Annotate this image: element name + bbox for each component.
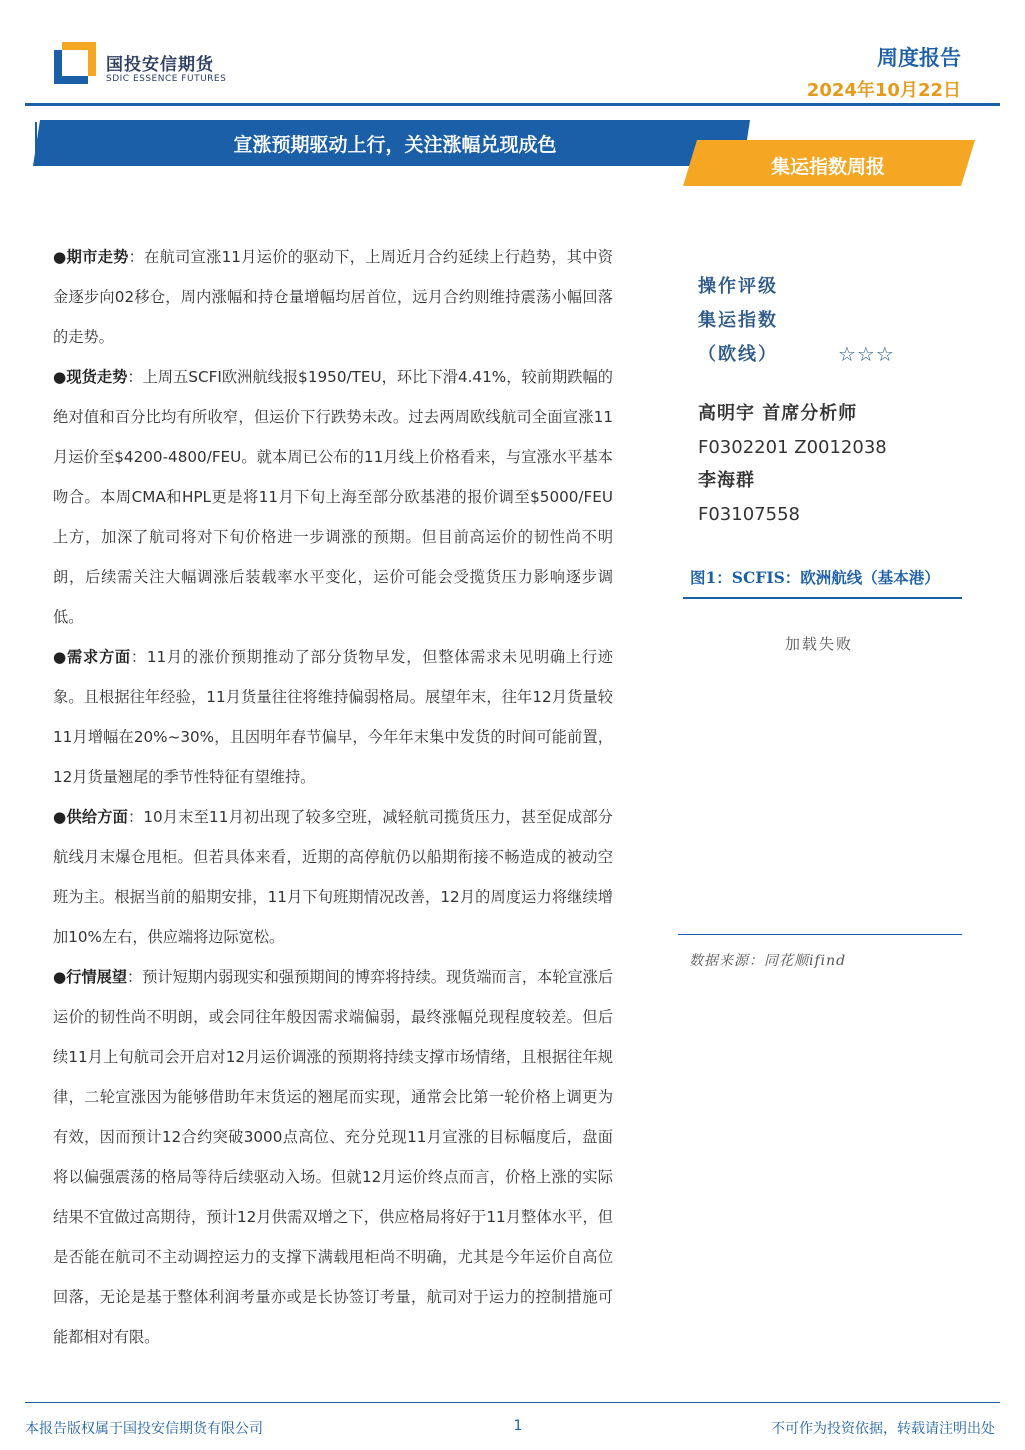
logo-chinese-name: 国投安信期货	[106, 55, 214, 75]
section-supply	[53, 797, 613, 957]
copyright-notice: 本报告版权属于国投安信期货有限公司	[25, 1421, 263, 1437]
report-type: 周度报告	[877, 46, 961, 70]
section-lead: ●现货走势	[53, 368, 128, 386]
section-text: ：11月的涨价预期推动了部分货物早发，但整体需求未见明确上行迹象。且根据往年经验，11月货量往往将维持偏弱格局。展望年末，往年12月货量较11月增幅在20%~30%，且因明年春节偏早，今年年末集中发货的时间可能前置，12月货量翘尾的季节性特征有望维持。	[53, 648, 613, 786]
analyst-name-title: 高明宇 首席分析师	[698, 403, 858, 424]
rating-label: 操作评级	[698, 276, 778, 297]
company-logo	[54, 42, 254, 92]
analyst-license-id: F03107558	[698, 504, 800, 525]
report-date: 2024年10月22日	[806, 80, 961, 101]
figure-divider	[683, 597, 962, 599]
section-outlook	[53, 957, 613, 1357]
logo-english-name: SDIC ESSENCE FUTURES	[106, 74, 227, 84]
section-lead: ●需求方面	[53, 648, 131, 666]
footer-divider	[25, 1402, 1000, 1403]
section-text: ：预计短期内弱现实和强预期间的博弈将持续。现货端而言，本轮宣涨后运价的韧性尚不明朗，或会同往年般因需求端偏弱，最终涨幅兑现程度较差。但后续11月上旬航司会开启对12月运价调涨的预期将持续支撑市场情绪，且根据往年规律，二轮宣涨因为能够借助年末货运的翘尾而实现，通常会比第一轮价格上调更为有效，因而预计12合约突破3000点高位、充分兑现11月宣涨的目标幅度后，盘面将以偏强震荡的格局等待后续驱动入场。但就12月运价终点而言，价格上涨的实际结果不宜做过高期待，预计12月供需双增之下，供应格局将好于11月整体水平，但是否能在航司不主动调控运力的支撑下满载甩柜尚不明确，尤其是今年运价自高位回落，无论是基于整体利润考量亦或是长协签订考量，航司对于运力的控制措施可能都相对有限。	[53, 968, 614, 1346]
report-headline: 宣涨预期驱动上行，关注涨幅兑现成色	[233, 134, 557, 156]
source-divider	[678, 934, 962, 935]
section-demand	[53, 637, 613, 797]
section-lead: ●期市走势	[53, 248, 129, 266]
figure-title: 图1：SCFIS：欧洲航线（基本港）	[690, 568, 940, 587]
section-text: ：10月末至11月初出现了较多空班，减轻航司揽货压力，甚至促成部分航线月末爆仓甩柜。但若具体来看，近期的高停航仍以船期衔接不畅造成的被动空班为主。根据当前的船期安排，11月下旬班期情况改善，12月的周度运力将继续增加10%左右，供应端将边际宽松。	[53, 808, 613, 946]
report-series-badge: 集运指数周报	[770, 156, 885, 178]
analyst-block	[698, 397, 968, 531]
disclaimer-notice: 不可作为投资依据，转载请注明出处	[771, 1421, 995, 1437]
logo-mark-icon	[54, 42, 96, 84]
analyst-license-ids: F0302201 Z0012038	[698, 437, 887, 458]
main-content	[53, 237, 613, 1357]
section-spot-trend	[53, 357, 613, 637]
rating-product: 集运指数	[698, 310, 778, 331]
sidebar	[698, 270, 968, 525]
rating-route: （欧线）	[698, 344, 778, 365]
rating-stars-icon: ☆☆☆	[838, 342, 895, 366]
figure-load-failed: 加载失败	[784, 635, 853, 653]
section-text: ：上周五SCFI欧洲航线报$1950/TEU，环比下滑4.41%，较前期跌幅的绝对值和百分比均有所收窄，但运价下行跌势未改。过去两周欧线航司全面宣涨11月运价至$4200-4800/FEU。就本周已公布的11月线上价格看来，与宣涨水平基本吻合。本周CMA和HPL更是将11月下旬上海至部分欧基港的报价调至$5000/FEU上方，加深了航司将对下旬价格进一步调涨的预期。但目前高运价的韧性尚不明朗，后续需关注大幅调涨后装载率水平变化，运价可能会受揽货压力影响逐步调低。	[53, 368, 613, 626]
section-text: ：在航司宣涨11月运价的驱动下，上周近月合约延续上行趋势，其中资金逐步向02移仓，周内涨幅和持仓量增幅均居首位，远月合约则维持震荡小幅回落的走势。	[53, 248, 613, 346]
section-lead: ●供给方面	[53, 808, 128, 826]
section-lead: ●行情展望	[53, 968, 128, 986]
analyst-name: 李海群	[698, 470, 755, 491]
section-futures-trend	[53, 237, 613, 357]
header-divider	[25, 103, 1000, 106]
page-number: 1	[513, 1418, 523, 1434]
data-source: 数据来源：同花顺ifind	[689, 953, 847, 969]
